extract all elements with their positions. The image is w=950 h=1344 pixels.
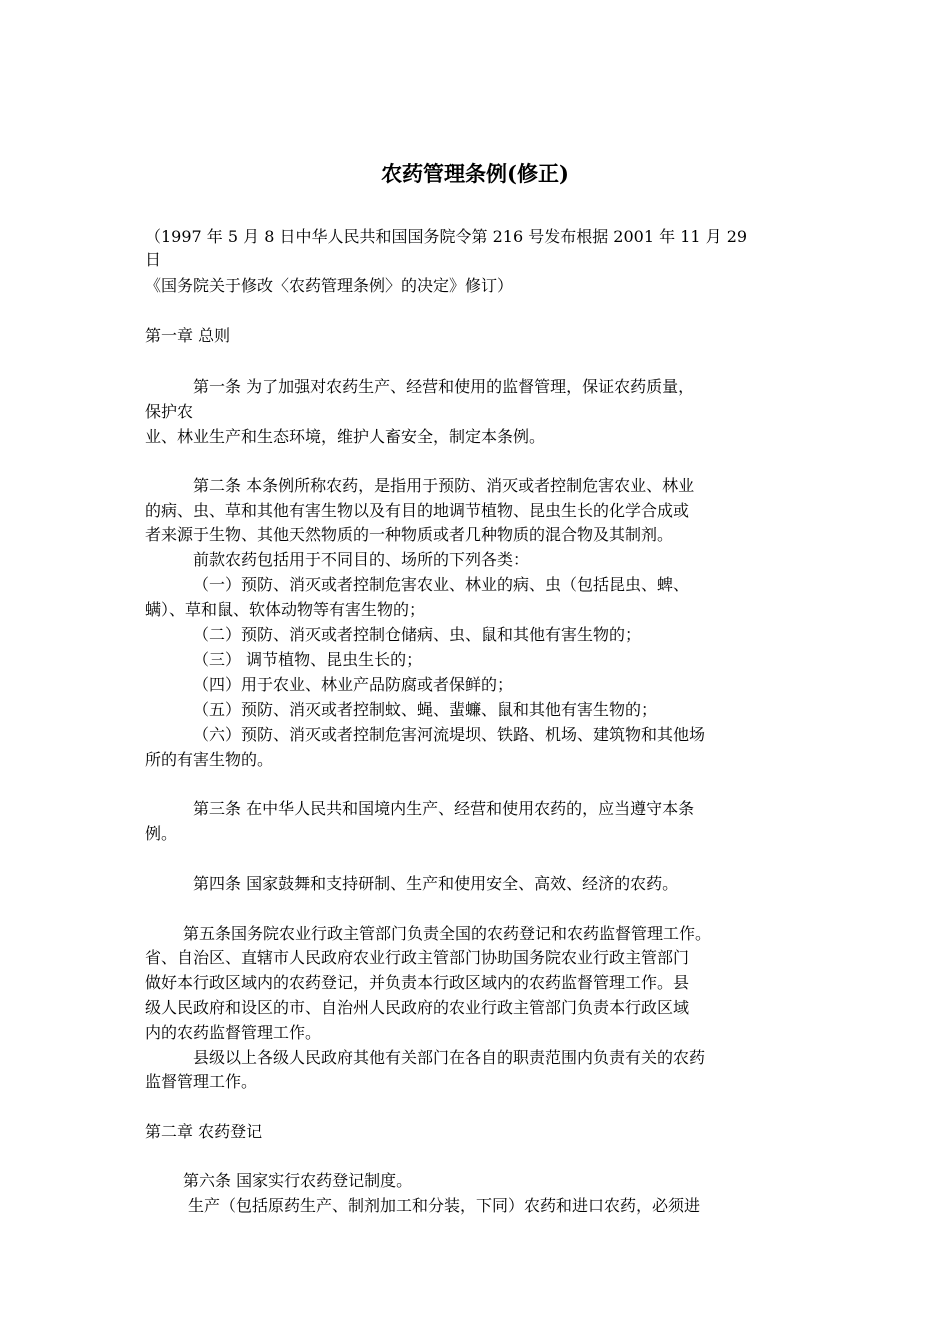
article-line: 级人民政府和设区的市、自治州人民政府的农业行政主管部门负责本行政区域: [145, 998, 690, 1017]
list-item: （五）预防、消灭或者控制蚊、蝇、蜚蠊、鼠和其他有害生物的；: [193, 700, 658, 719]
document-title: 农药管理条例(修正): [381, 161, 569, 186]
chapter-heading: 第二章 农药登记: [145, 1122, 263, 1141]
article-line: 第二条 本条例所称农药，是指用于预防、消灭或者控制危害农业、林业: [193, 476, 695, 495]
preamble-line: 日: [145, 250, 162, 269]
article-line: 内的农药监督管理工作。: [145, 1023, 322, 1042]
article-line: 业、林业生产和生态环境，维护人畜安全，制定本条例。: [145, 427, 546, 446]
article-line: 县级以上各级人民政府其他有关部门在各自的职责范围内负责有关的农药: [193, 1048, 706, 1067]
list-item: （六）预防、消灭或者控制危害河流堤坝、铁路、机场、建筑物和其他场: [193, 725, 706, 744]
list-item: （二）预防、消灭或者控制仓储病、虫、鼠和其他有害生物的；: [193, 625, 642, 644]
article-line: 保护农: [145, 402, 194, 421]
article-line: 省、自治区、直辖市人民政府农业行政主管部门协助国务院农业行政主管部门: [145, 948, 690, 967]
article-line: 第五条国务院农业行政主管部门负责全国的农药登记和农药监督管理工作。: [183, 924, 712, 943]
article-line: 的病、虫、草和其他有害生物以及有目的地调节植物、昆虫生长的化学合成或: [145, 501, 690, 520]
preamble-line: 《国务院关于修改〈农药管理条例〉的决定》修订）: [145, 276, 514, 295]
article-line: 前款农药包括用于不同目的、场所的下列各类：: [193, 550, 530, 569]
article-line: 监督管理工作。: [145, 1072, 258, 1091]
preamble-line: （1997 年 5 月 8 日中华人民共和国国务院令第 216 号发布根据 2001 年 11 月 29: [145, 227, 748, 246]
article-line: 例。: [145, 824, 178, 843]
list-item: 所的有害生物的。: [145, 750, 274, 769]
article-line: 第四条 国家鼓舞和支持研制、生产和使用安全、高效、经济的农药。: [193, 874, 679, 893]
article-line: 生产（包括原药生产、制剂加工和分装，下同）农药和进口农药，必须进: [188, 1196, 701, 1215]
list-item: （四）用于农业、林业产品防腐或者保鲜的；: [193, 675, 514, 694]
list-item: （一）预防、消灭或者控制危害农业、林业的病、虫（包括昆虫、蜱、: [193, 575, 690, 594]
article-line: 者来源于生物、其他天然物质的一种物质或者几种物质的混合物及其制剂。: [145, 525, 674, 544]
article-line: 第一条 为了加强对农药生产、经营和使用的监督管理，保证农药质量，: [193, 377, 695, 396]
article-line: 做好本行政区域内的农药登记，并负责本行政区域内的农药监督管理工作。县: [145, 973, 690, 992]
article-line: 第六条 国家实行农药登记制度。: [183, 1171, 413, 1190]
list-item: （三） 调节植物、昆虫生长的；: [193, 650, 423, 669]
chapter-heading: 第一章 总则: [145, 326, 231, 345]
article-line: 第三条 在中华人民共和国境内生产、经营和使用农药的，应当遵守本条: [193, 799, 695, 818]
list-item: 螨）、草和鼠、软体动物等有害生物的；: [145, 600, 426, 619]
